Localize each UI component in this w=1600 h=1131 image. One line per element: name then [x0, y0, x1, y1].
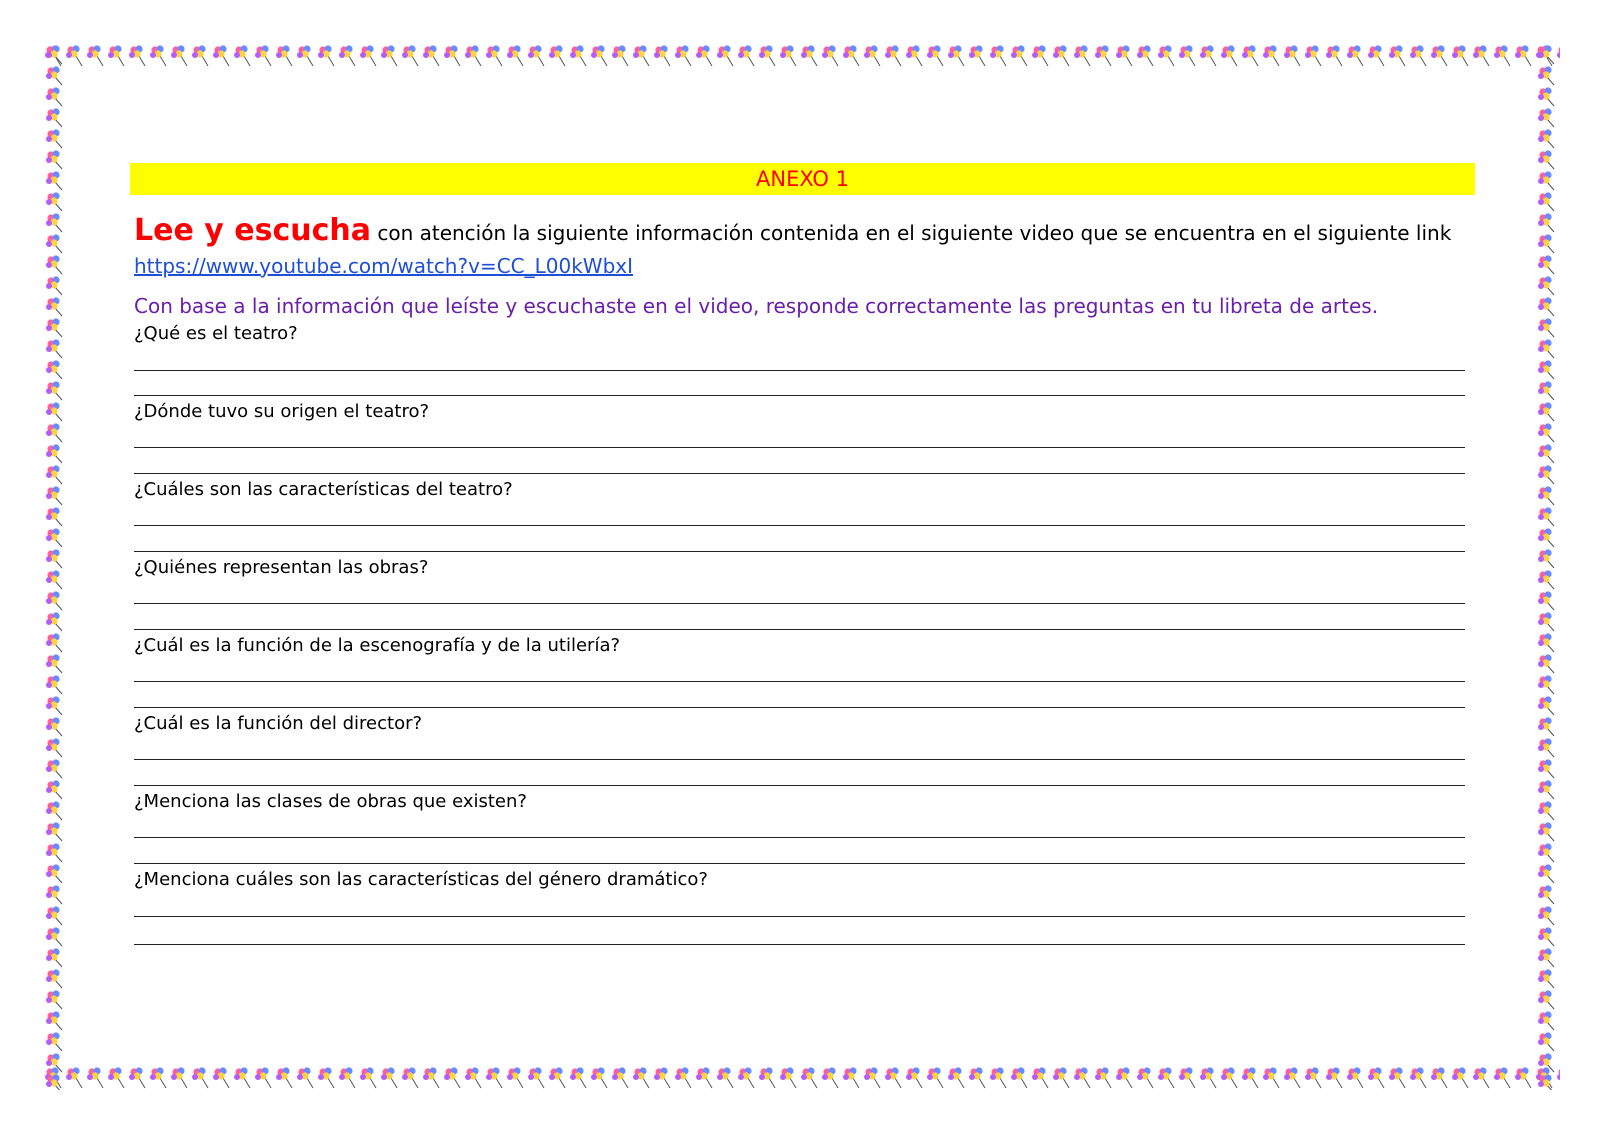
question-3: ¿Cuáles son las características del teatro?	[134, 479, 513, 500]
question-7: ¿Menciona las clases de obras que existen?	[134, 791, 527, 812]
intro-paragraph	[134, 213, 1474, 248]
banner-title: ANEXO 1	[756, 167, 849, 191]
answer-line[interactable]	[134, 447, 1465, 448]
answer-line[interactable]	[134, 473, 1465, 474]
answer-line[interactable]	[134, 551, 1465, 552]
intro-text: con atención la siguiente información contenida en el siguiente video que se encuentra en el siguiente link	[370, 221, 1452, 245]
answer-line[interactable]	[134, 629, 1465, 630]
decorative-border-bottom	[44, 1066, 1560, 1090]
answer-line[interactable]	[134, 525, 1465, 526]
decorative-border-top	[44, 44, 1560, 68]
instruction-text: Con base a la información que leíste y escuchaste en el video, responde correctamente las preguntas en tu libreta de artes.	[134, 294, 1379, 318]
answer-line[interactable]	[134, 944, 1465, 945]
answer-line[interactable]	[134, 785, 1465, 786]
question-8: ¿Menciona cuáles son las características del género dramático?	[134, 869, 708, 890]
answer-line[interactable]	[134, 603, 1465, 604]
question-6: ¿Cuál es la función del director?	[134, 713, 423, 734]
answer-line[interactable]	[134, 370, 1465, 371]
question-2: ¿Dónde tuvo su origen el teatro?	[134, 401, 430, 422]
question-1: ¿Qué es el teatro?	[134, 323, 298, 344]
title-banner	[130, 163, 1475, 195]
question-5: ¿Cuál es la función de la escenografía y de la utilería?	[134, 635, 621, 656]
decorative-border-right	[1536, 44, 1560, 1090]
answer-line[interactable]	[134, 863, 1465, 864]
video-link[interactable]: https://www.youtube.com/watch?v=CC_L00kWbxI	[134, 254, 634, 278]
answer-line[interactable]	[134, 395, 1465, 396]
answer-line[interactable]	[134, 707, 1465, 708]
intro-lead: Lee y escucha	[134, 213, 371, 248]
answer-line[interactable]	[134, 759, 1465, 760]
answer-line[interactable]	[134, 837, 1465, 838]
answer-line[interactable]	[134, 681, 1465, 682]
decorative-border-left	[44, 44, 68, 1090]
answer-line[interactable]	[134, 916, 1465, 917]
question-4: ¿Quiénes representan las obras?	[134, 557, 429, 578]
